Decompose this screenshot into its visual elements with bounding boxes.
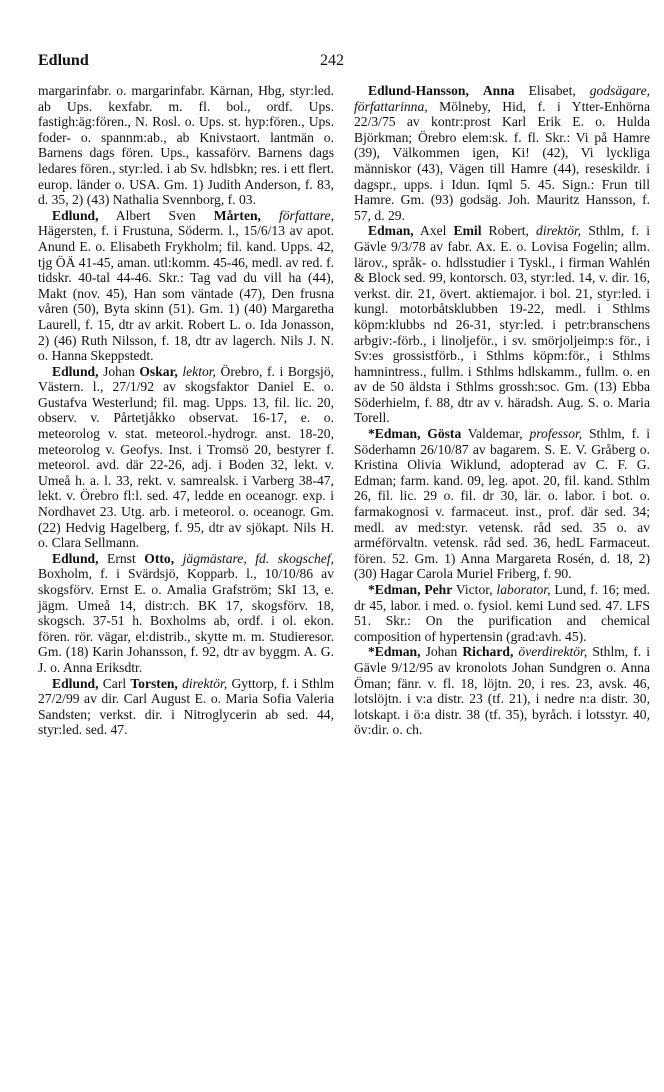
entry-headword: Edlund-Hansson, — [368, 83, 469, 98]
entry-headword: *Edman, — [368, 426, 421, 442]
entry-occupation: godsägare, författarinna, — [354, 83, 651, 114]
entry-continuation: margarinfabr. o. margarinfabr. Kärnan, Hbg, styr:led. ab Ups. kexfabr. m. fl. bol., ordf. Ups. fastigh:äg:fören., N. Rosl. o. Ups. st. hyp:fören., Ups. foder- o. spannm:ab., ab Knivstaort. lantmän o. Barnens dags fören. Ups., kassaförv. Barnens dags ledares fören., styr:led. i ab Sv. hdlsbkn; res. i ett flert. europ. länder o. USA. Gm. 1) Judith Anderson, f. 83, d. 35, 2) (43) Nathalia Svennborg, f. 03. — [38, 83, 334, 208]
entry-headword: Edlund, — [52, 207, 99, 223]
entry-occupation: överdirektör, — [518, 644, 588, 660]
entry-call-name: Mårten, — [213, 207, 261, 223]
entry-occupation: direktör, — [182, 675, 228, 691]
right-column — [354, 83, 650, 738]
entry-occupation: lektor, — [182, 363, 216, 379]
entry-headword: *Edman, — [368, 644, 421, 660]
entry-occupation: direktör, — [536, 223, 582, 239]
entry-occupation: jägmästare, fd. skogschef, — [182, 550, 335, 566]
entry-headword: Edman, — [368, 223, 414, 239]
entry-occupation: professor, — [529, 426, 583, 442]
entry-occupation: författare, — [278, 207, 334, 223]
running-head: Edlund — [38, 52, 89, 69]
entry-call-name: Pehr — [424, 582, 453, 597]
entry: Edlund, Carl Torsten, direktör, Gyttorp, f. i Sthlm 27/2/99 av dir. Carl August E. o. Maria Sofia Valeria Sandsten; verkst. dir. i Nitroglycerin ab sed. 44, styr:led. sed. 47. — [38, 675, 335, 738]
entry-call-name: Otto, — [144, 550, 175, 566]
entry: Edlund, Johan Oskar, lektor, Örebro, f. i Borgsjö, Västern. l., 27/1/92 av skogsfaktor Daniel E. o. Gustafva Westerlund; fil. mag. Upps. 13, fil. lic. 20, observ. v. Pårtetjåkko observat. 16-17, e. o. meteorolog v. stat. meteorol.-hydrogr. anst. 18-20, meteorolog v. Geofys. Inst. i Tromsö 20, bestyrer f. meteorol. avd. där 22-26, adj. i Boden 32, lekt. v. Umeå h. a. l. 33, rekt. v. samrealsk. i Varberg 38-47, lekt. v. Örebro fl:l. sed. 47, ledde en oceanogr. exp. i Nordhavet 23. Utg. arb. i meteorol. o. oceanogr. Gm. (22) Hedvig Hagelberg, f. 95, dtr av sjökapt. Nils H. o. Clara Sellmann. — [38, 363, 335, 551]
entry-headword: Edlund, — [52, 550, 99, 566]
entry-headword: *Edman, — [368, 582, 421, 597]
page-number: 242 — [320, 52, 344, 69]
entry-call-name: Oskar, — [139, 363, 178, 379]
entry: Edman, Axel Emil Robert, direktör, Sthlm, f. i Gävle 9/3/78 av fabr. Ax. E. o. Lovisa Fogelin; allm. lärov., språk- o. hdlsstudier i Tyskl., i firman Wahlén & Block sed. 99, kontorsch. 03, styr:led. 14, v. dir. 16, verkst. dir. 21, övert. aktiemajor. i bol. 21, styr:led. i kungl. motorbåtsklubben 19-22, medl. i Sthlms köpm:klubbs nd 26-31, styr:led. i petr:branschens arbgiv:-förb., i linoljeför., i sv. smörjoljeimp:s för., i Sv:es grossistförb., i Sthlms köpm:för., i Sthlms hamnintress., fullm. i Sthlms hdlskamm., fullm. o. en av de 50 äldsta i Sthlms grossh:soc. Gm. (13) Ebba Söderhielm, f. 88, dtr av v. häradsh. Aug. S. o. Maria Torell. — [354, 223, 650, 426]
entry-call-name: Gösta — [427, 426, 462, 442]
entry-call-name: Emil — [453, 223, 482, 239]
entry-call-name: Torsten, — [130, 675, 178, 691]
entry-call-name: Richard, — [462, 644, 514, 660]
entry: Edlund, Albert Sven Mårten, författare, Hägersten, f. i Frustuna, Söderm. l., 15/6/13 av apot. Anund E. o. Elisabeth Frykholm; fil. kand. Upps. 42, tjg ÖÄ 41-45, aman. utl:komm. 45-46, medl. av red. f. tidskr. 40-tal 44-46. Skr.: Tag vad du vill ha (44), Makt (nov. 45), Han som väntade (47), Den frusna våren (50), Byta skinn (51). Gm. 1) (40) Margaretha Laurell, f. 15, dtr av arkit. Robert L. o. Ida Jonasson, 2) (46) Ruth Nilsson, f. 18, dtr av lagerch. Nils J. N. o. Hanna Skeppstedt. — [38, 207, 334, 364]
entry-occupation: laborator, — [496, 582, 551, 597]
entry: Edlund, Ernst Otto, jägmästare, fd. skogschef, Boxholm, f. i Svärdsjö, Kopparb. l., 10/10/86 av skogsförv. Ernst E. o. Amalia Grafström; SkI 13, e. jägm. Umeå 14, distr:ch. BK 17, skogsförv. 18, skogsch. 37-51 h. Boxholms ab, ordf. i ol. ekon. fören. rör. vägar, el:distrib., skytte m. m. Studieresor. Gm. (18) Karin Johansson, f. 92, dtr av byggm. A. G. J. o. Anna Eriksdtr. — [38, 550, 335, 675]
entry-call-name: Anna — [482, 83, 515, 98]
entry: *Edman, Gösta Valdemar, professor, Sthlm, f. i Söderhamn 26/10/87 av bagarem. S. E. V. Gråberg o. Kristina Olivia Wiklund, adopterad av C. F. G. Edman; farm. kand. 09, leg. apot. 20, fil. kand. Sthlm 26, fil. lic. 29 o. fil. dr 30, lär. o. labor. i bot. o. farmakognosi v. farmaceut. inst., prof. där sed. 34; medl. av med:styr. vetensk. råd sed. 35 o. av arméförvaltn. vetensk. råd sed. 36, hedL Farmaceut. fören. 52. Gm. 1) Anna Margareta Rosén, d. 18, 2) (30) Hagar Carola Muriel Friberg, f. 90. — [354, 426, 651, 582]
entry: *Edman, Pehr Victor, laborator, Lund, f. 16; med. dr 45, labor. i med. o. fysiol. kemi Lund sed. 47. LFS 51. Skr.: On the purification and chemical composition of hypertensin (grad:avh. 45). — [354, 582, 650, 644]
left-column — [38, 83, 334, 738]
entry-headword: Edlund, — [52, 363, 99, 379]
entry: Edlund-Hansson, Anna Elisabet, godsägare, författarinna, Mölneby, Hid, f. i Ytter-Enhörna 22/3/75 av kontr:prost Karl Erik E. o. Hulda Björkman; Örebro elem:sk. f. fl. Skr.: Vi på Hamre (39), Välkommen igen, Ki! (42), Vi lyckliga människor (43), Vägen till Hamre (44), reseskildr. i dagspr., upps. i Idun. Iqml 5. 45. Sign.: Frun till Hamre. Gm. (93) godsäg. Joh. Mauritz Hansson, f. 57, d. 29. — [354, 83, 651, 223]
entry: *Edman, Johan Richard, överdirektör, Sthlm, f. i Gävle 9/12/95 av kronolots Johan Sundgren o. Anna Öman; fänr. v. fl. 18, löjtn. 20, i res. 23, avsk. 46, lotslöjtn. i v:a distr. 23 (tf. 21), i nedre n:a distr. 30, lotskapt. i ö:a distr. 38 (tf. 35), byråch. i lotsstyr. 40, öv:dir. o. ch. — [354, 644, 651, 738]
entry-headword: Edlund, — [52, 675, 99, 691]
